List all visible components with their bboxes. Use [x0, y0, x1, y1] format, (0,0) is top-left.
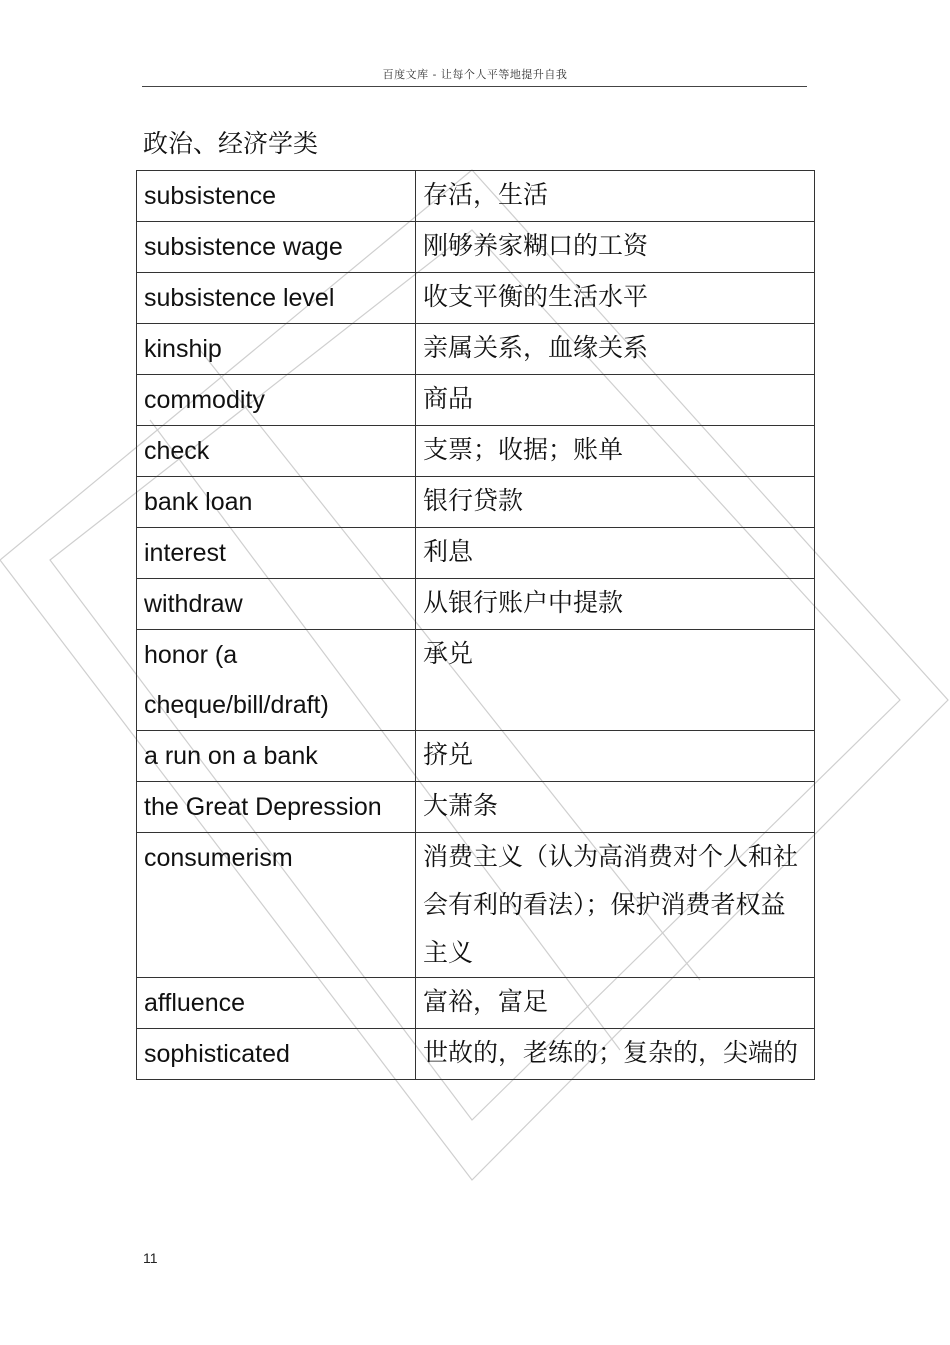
term-english: subsistence: [137, 171, 416, 222]
term-chinese: 支票；收据；账单: [416, 426, 815, 477]
term-chinese: 商品: [416, 375, 815, 426]
term-chinese: 大萧条: [416, 782, 815, 833]
term-english: commodity: [137, 375, 416, 426]
term-english: bank loan: [137, 477, 416, 528]
term-english: subsistence wage: [137, 222, 416, 273]
vocabulary-table: [136, 170, 815, 1080]
term-chinese: 刚够养家糊口的工资: [416, 222, 815, 273]
term-chinese: 存活，生活: [416, 171, 815, 222]
header-rule: [142, 86, 807, 87]
term-english: affluence: [137, 978, 416, 1029]
term-chinese: 利息: [416, 528, 815, 579]
term-chinese: 亲属关系，血缘关系: [416, 324, 815, 375]
term-english: subsistence level: [137, 273, 416, 324]
table-row: [137, 1029, 815, 1080]
term-chinese: 从银行账户中提款: [416, 579, 815, 630]
page-header: 百度文库 - 让每个人平等地提升自我: [382, 68, 568, 81]
table-row: [137, 579, 815, 630]
term-english: a run on a bank: [137, 731, 416, 782]
page-number: 11: [143, 1250, 158, 1266]
term-english: consumerism: [137, 833, 416, 978]
term-chinese: 承兑: [416, 630, 815, 731]
table-row: [137, 171, 815, 222]
term-english: check: [137, 426, 416, 477]
table-row: [137, 375, 815, 426]
term-chinese: 富裕，富足: [416, 978, 815, 1029]
section-title: 政治、经济学类: [143, 129, 319, 158]
table-row: [137, 782, 815, 833]
term-english: interest: [137, 528, 416, 579]
term-english: withdraw: [137, 579, 416, 630]
table-row: [137, 477, 815, 528]
term-chinese: 世故的，老练的；复杂的，尖端的: [416, 1029, 815, 1080]
table-row: [137, 273, 815, 324]
term-chinese: 银行贷款: [416, 477, 815, 528]
table-row: [137, 731, 815, 782]
term-english: kinship: [137, 324, 416, 375]
table-row: [137, 324, 815, 375]
table-row: [137, 978, 815, 1029]
term-chinese: 消费主义（认为高消费对个人和社会有利的看法）；保护消费者权益主义: [416, 833, 815, 978]
term-english: the Great Depression: [137, 782, 416, 833]
table-row: [137, 426, 815, 477]
table-row: [137, 833, 815, 978]
table-row: [137, 528, 815, 579]
table-row: [137, 222, 815, 273]
term-english: sophisticated: [137, 1029, 416, 1080]
term-chinese: 收支平衡的生活水平: [416, 273, 815, 324]
term-chinese: 挤兑: [416, 731, 815, 782]
table-row: [137, 630, 815, 731]
term-english: honor (a cheque/bill/draft): [137, 630, 416, 731]
